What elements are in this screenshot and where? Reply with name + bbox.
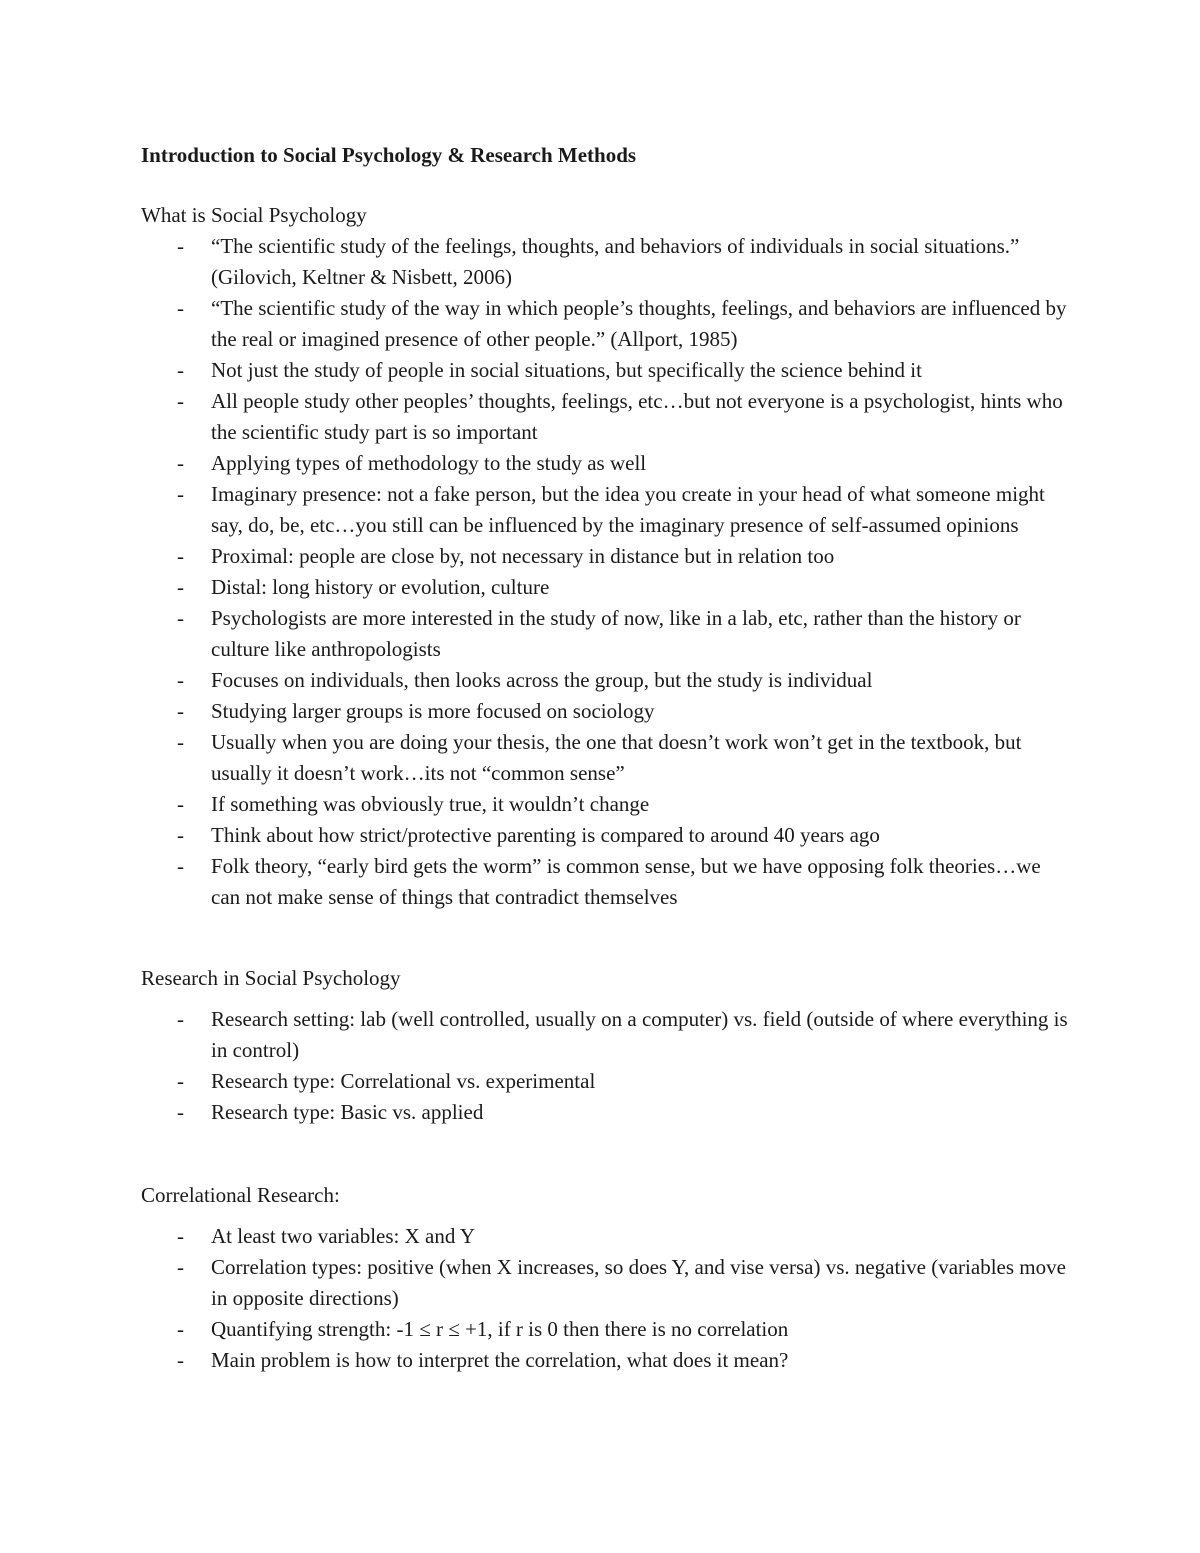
section-heading: Research in Social Psychology <box>141 966 401 990</box>
list-item <box>141 572 1071 603</box>
list-item <box>141 696 1071 727</box>
list-item-text: Proximal: people are close by, not necessary in distance but in relation too <box>211 544 835 568</box>
list-item-text: Applying types of methodology to the study as well <box>211 451 647 475</box>
spacer <box>141 1211 1071 1221</box>
bullet-dash: - <box>177 234 184 258</box>
list-item-text: Quantifying strength: -1 ≤ r ≤ +1, if r is 0 then there is no correlation <box>211 1317 789 1341</box>
list-item-text: Research type: Basic vs. applied <box>211 1100 484 1124</box>
list-item-text: Focuses on individuals, then looks across the group, but the study is individual <box>211 668 873 692</box>
bullet-dash: - <box>177 730 184 754</box>
section-heading: What is Social Psychology <box>141 203 367 227</box>
list-item-text: At least two variables: X and Y <box>211 1224 475 1248</box>
list-item-text: Folk theory, “early bird gets the worm” is common sense, but we have opposing folk theories…we can not make sense of things that contradict themselves <box>211 854 1041 909</box>
list-item <box>141 386 1071 448</box>
list-item-text: Usually when you are doing your thesis, the one that doesn’t work won’t get in the textbook, but usually it doesn’t work…its not “common sense” <box>211 730 1022 785</box>
list-item-text: Research setting: lab (well controlled, usually on a computer) vs. field (outside of where everything is in control) <box>211 1007 1068 1062</box>
list-item-text: Not just the study of people in social situations, but specifically the science behind it <box>211 358 922 382</box>
list-item <box>141 1221 1071 1252</box>
list-item <box>141 1004 1071 1066</box>
list-item <box>141 541 1071 572</box>
list-item <box>141 727 1071 789</box>
bullet-dash: - <box>177 296 184 320</box>
list-item <box>141 293 1071 355</box>
spacer <box>141 994 1071 1004</box>
list-item-text: Correlation types: positive (when X increases, so does Y, and vise versa) vs. negative (variables move in opposite directions) <box>211 1255 1066 1310</box>
list-item <box>141 820 1071 851</box>
bullet-dash: - <box>177 1255 184 1279</box>
list-item-text: If something was obviously true, it wouldn’t change <box>211 792 650 816</box>
list-item <box>141 851 1071 913</box>
list-item <box>141 448 1071 479</box>
spacer <box>141 1128 1071 1180</box>
spacer <box>141 913 1071 963</box>
bullet-dash: - <box>177 606 184 630</box>
list-item <box>141 1097 1071 1128</box>
list-item <box>141 665 1071 696</box>
list-item <box>141 1252 1071 1314</box>
bullet-dash: - <box>177 1100 184 1124</box>
bullet-dash: - <box>177 1348 184 1372</box>
list-item <box>141 789 1071 820</box>
document-title: Introduction to Social Psychology & Research Methods <box>141 143 637 167</box>
section-what-is-social-psychology <box>141 200 1071 913</box>
list-item <box>141 1345 1071 1376</box>
list-item-text: Imaginary presence: not a fake person, but the idea you create in your head of what someone might say, do, be, etc…you still can be influenced by the imaginary presence of self-assumed opinions <box>211 482 1045 537</box>
bullet-dash: - <box>177 575 184 599</box>
list-item-text: Psychologists are more interested in the study of now, like in a lab, etc, rather than the history or culture like anthropologists <box>211 606 1021 661</box>
bullet-dash: - <box>177 1224 184 1248</box>
list-item <box>141 603 1071 665</box>
bullet-dash: - <box>177 389 184 413</box>
list-item <box>141 231 1071 293</box>
document-page <box>141 140 1071 1376</box>
bullet-dash: - <box>177 1007 184 1031</box>
bullet-dash: - <box>177 451 184 475</box>
section-heading: Correlational Research: <box>141 1183 340 1207</box>
list-item-text: “The scientific study of the feelings, thoughts, and behaviors of individuals in social situations.” (Gilovich, Keltner & Nisbett, 2006) <box>211 234 1020 289</box>
list-item <box>141 1314 1071 1345</box>
list-item-text: Studying larger groups is more focused on sociology <box>211 699 655 723</box>
bullet-dash: - <box>177 482 184 506</box>
list-item-text: All people study other peoples’ thoughts, feelings, etc…but not everyone is a psychologist, hints who the scientific study part is so important <box>211 389 1063 444</box>
bullet-dash: - <box>177 792 184 816</box>
bullet-dash: - <box>177 1317 184 1341</box>
list-item <box>141 355 1071 386</box>
list-item <box>141 479 1071 541</box>
bullet-dash: - <box>177 1069 184 1093</box>
bullet-dash: - <box>177 854 184 878</box>
bullet-dash: - <box>177 358 184 382</box>
section-correlational-research <box>141 1180 1071 1376</box>
bullet-list <box>141 231 1071 913</box>
bullet-dash: - <box>177 823 184 847</box>
bullet-list <box>141 1221 1071 1376</box>
list-item-text: “The scientific study of the way in which people’s thoughts, feelings, and behaviors are influenced by the real or imagined presence of other people.” (Allport, 1985) <box>211 296 1067 351</box>
bullet-dash: - <box>177 668 184 692</box>
list-item-text: Distal: long history or evolution, culture <box>211 575 550 599</box>
list-item-text: Think about how strict/protective parenting is compared to around 40 years ago <box>211 823 880 847</box>
list-item-text: Research type: Correlational vs. experimental <box>211 1069 596 1093</box>
bullet-dash: - <box>177 544 184 568</box>
bullet-list <box>141 1004 1071 1128</box>
section-research-in-social-psychology <box>141 963 1071 1128</box>
bullet-dash: - <box>177 699 184 723</box>
list-item <box>141 1066 1071 1097</box>
list-item-text: Main problem is how to interpret the correlation, what does it mean? <box>211 1348 789 1372</box>
